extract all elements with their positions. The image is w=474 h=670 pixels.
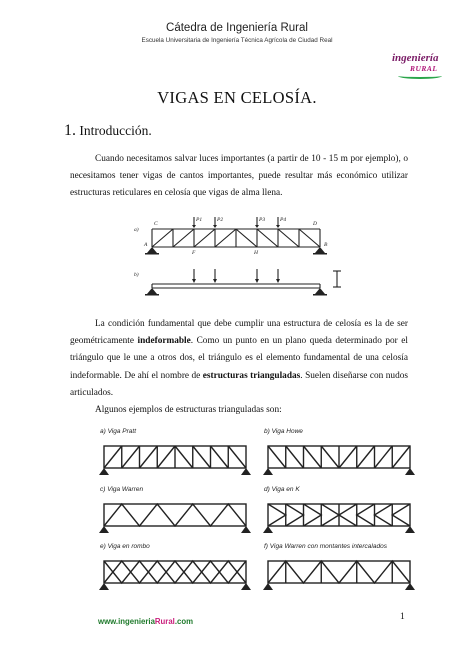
- k-truss-drawing: [262, 498, 422, 538]
- example-warren-montantes: [262, 543, 432, 601]
- load-label-p1: P1: [196, 217, 203, 223]
- example-label-warren: c) Viga Warren: [100, 486, 144, 493]
- examples-intro: Algunos ejemplos de estructuras trianguladas son:: [95, 405, 282, 415]
- warren-verticals-truss-drawing: [262, 555, 422, 595]
- page-title: VIGAS EN CELOSÍA.: [157, 88, 317, 107]
- pratt-truss-drawing: [98, 440, 258, 480]
- example-label-k: d) Viga en K: [264, 486, 300, 493]
- condition-paragraph: [70, 316, 408, 402]
- load-label-p2: P2: [217, 217, 224, 223]
- logo-swoosh: [398, 73, 442, 79]
- header-title: Cátedra de Ingeniería Rural: [166, 22, 308, 34]
- truss-vs-solid-beam-figure: [130, 213, 346, 305]
- footer-website-link[interactable]: [98, 617, 193, 626]
- intro-paragraph: Cuando necesitamos salvar luces importantes (a partir de 10 - 15 m por ejemplo), o necesitamos tener vigas de cantos importantes, puede resultar más económico utilizar estructuras reticulares en celosía que vigas de alma llena.: [70, 154, 408, 199]
- example-howe: [262, 428, 422, 486]
- howe-truss-drawing: [262, 440, 422, 480]
- logo-word1: ingeniería: [392, 52, 439, 64]
- section-heading: [64, 122, 152, 140]
- example-k-truss: [262, 486, 422, 544]
- example-label-warren-montantes: f) Viga Warren con montantes intercalados: [264, 543, 387, 550]
- warren-truss-drawing: [98, 498, 258, 538]
- header-subtitle: Escuela Universitaria de Ingeniería Técnica Agrícola de Ciudad Real: [141, 37, 333, 44]
- load-label-p4: P4: [280, 217, 287, 223]
- logo-word2: RURAL: [410, 64, 438, 73]
- section-title: Introducción.: [79, 123, 152, 138]
- condition-text-1: La condición fundamental que debe cumplir una estructura de celosía es la de ser geométricamente: [70, 319, 408, 347]
- page-number: 1: [400, 612, 405, 622]
- node-label-a: A: [144, 242, 148, 248]
- node-label-f: F: [192, 250, 196, 256]
- example-warren: [98, 486, 258, 544]
- truss-figure-drawing: [130, 213, 346, 305]
- example-rombo: [98, 543, 258, 601]
- node-label-d: D: [313, 221, 317, 227]
- footer-url-post: .com: [174, 617, 194, 626]
- condition-text-2: . Como un punto en un plano queda determinado por el triángulo que le une a otros dos, el triángulo es el elemento fundamental de una celosía indeformable. De ahí el nombre de: [70, 336, 409, 381]
- node-label-b: B: [324, 242, 328, 248]
- example-pratt: [98, 428, 258, 486]
- term-indeformable: indeformable: [137, 336, 191, 347]
- example-label-pratt: a) Viga Pratt: [100, 428, 137, 435]
- footer-url-highlight: Rural: [154, 617, 175, 626]
- ingenieria-rural-logo: [392, 52, 450, 78]
- condition-text-3: . Suelen diseñarse con nudos articulados.: [70, 370, 408, 398]
- figure-label-b: b): [134, 272, 139, 278]
- footer-url-pre: www.ingenieria: [98, 617, 155, 626]
- node-label-c: C: [154, 221, 158, 227]
- load-label-p3: P3: [259, 217, 266, 223]
- node-label-h: H: [254, 250, 258, 256]
- term-estructuras-trianguladas: estructuras trianguladas: [202, 370, 301, 381]
- example-label-howe: b) Viga Howe: [264, 428, 303, 435]
- figure-label-a: a): [134, 227, 139, 233]
- example-label-rombo: e) Viga en rombo: [100, 543, 150, 550]
- rhombus-truss-drawing: [98, 555, 258, 595]
- section-number: 1.: [64, 122, 76, 139]
